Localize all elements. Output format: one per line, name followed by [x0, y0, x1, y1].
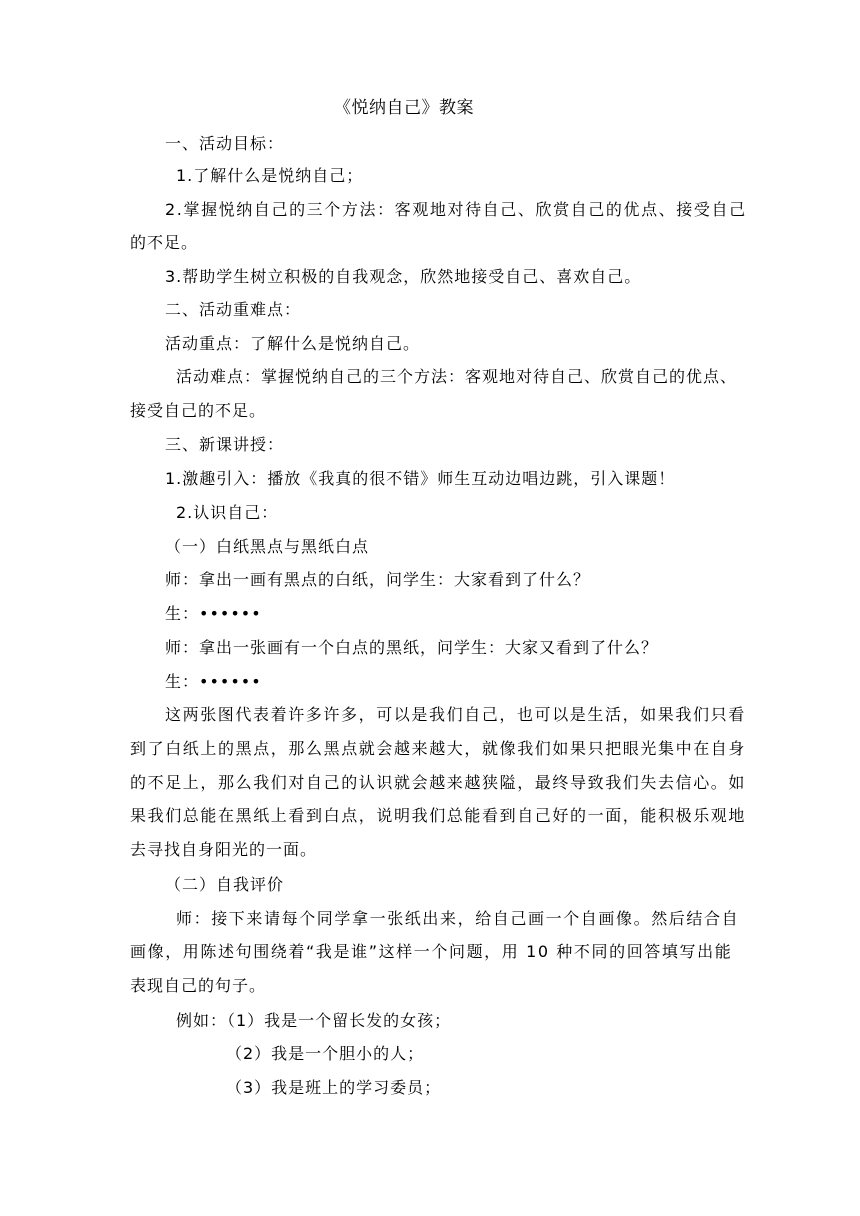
sub-heading: （二）自我评价: [165, 875, 285, 894]
section-heading-key-points: 二、活动重难点：: [165, 300, 302, 319]
dialogue-teacher: 师：接下来请每个同学拿一张纸出来，给自己画一个自画像。然后结合自: [176, 909, 740, 928]
lesson-step: 1.激趣引入：播放《我真的很不错》师生互动边唱边跳，引入课题！: [165, 469, 676, 488]
dialogue-student: 生：••••••: [165, 672, 262, 691]
paragraph-line: 这两张图代表着许多许多，可以是我们自己，也可以是生活，如果我们只看: [165, 705, 746, 724]
example-item: （2）我是一个胆小的人；: [226, 1044, 425, 1063]
objective-item: 3.帮助学生树立积极的自我观念，欣然地接受自己、喜欢自己。: [165, 267, 642, 286]
objective-item: 1.了解什么是悦纳自己；: [176, 166, 364, 185]
dialogue-teacher-continuation: 表现自己的句子。: [130, 976, 267, 995]
paragraph-line: 的不足上，那么我们对自己的认识就会越来越狭隘，最终导致我们失去信心。如: [130, 773, 747, 792]
paragraph-line: 到了白纸上的黑点，那么黑点就会越来越大，就像我们如果只把眼光集中在自身: [130, 739, 747, 758]
lesson-step: 2.认识自己：: [176, 503, 279, 522]
dialogue-teacher: 师：拿出一画有黑点的白纸，问学生：大家看到了什么？: [165, 570, 591, 589]
dialogue-student: 生：••••••: [165, 604, 262, 623]
dialogue-teacher: 师：拿出一张画有一个白点的黑纸，问学生：大家又看到了什么？: [165, 638, 659, 657]
objective-item-continuation: 的不足。: [130, 233, 199, 252]
example-item: 例如：（1）我是一个留长发的女孩；: [176, 1011, 452, 1030]
section-heading-new-lesson: 三、新课讲授：: [165, 435, 285, 454]
dialogue-teacher-continuation: 画像，用陈述句围绕着“我是谁”这样一个问题，用 10 种不同的回答填写出能: [130, 942, 733, 961]
section-heading-objectives: 一、活动目标：: [165, 134, 285, 153]
paragraph-line: 去寻找自身阳光的一面。: [130, 840, 318, 859]
example-item: （3）我是班上的学习委员；: [226, 1078, 442, 1097]
difficult-point-text: 活动难点：掌握悦纳自己的三个方法：客观地对待自己、欣赏自己的优点、: [176, 367, 738, 386]
paragraph-line: 果我们总能在黑纸上看到白点，说明我们总能看到自己好的一面，能积极乐观地: [130, 806, 747, 825]
sub-heading: （一）白纸黑点与黑纸白点: [165, 537, 370, 556]
document-title: 《悦纳自己》教案: [334, 98, 474, 118]
objective-item: 2.掌握悦纳自己的三个方法：客观地对待自己、欣赏自己的优点、接受自己: [165, 200, 747, 219]
key-point-text: 活动重点：了解什么是悦纳自己。: [165, 334, 421, 353]
difficult-point-continuation: 接受自己的不足。: [130, 401, 267, 420]
